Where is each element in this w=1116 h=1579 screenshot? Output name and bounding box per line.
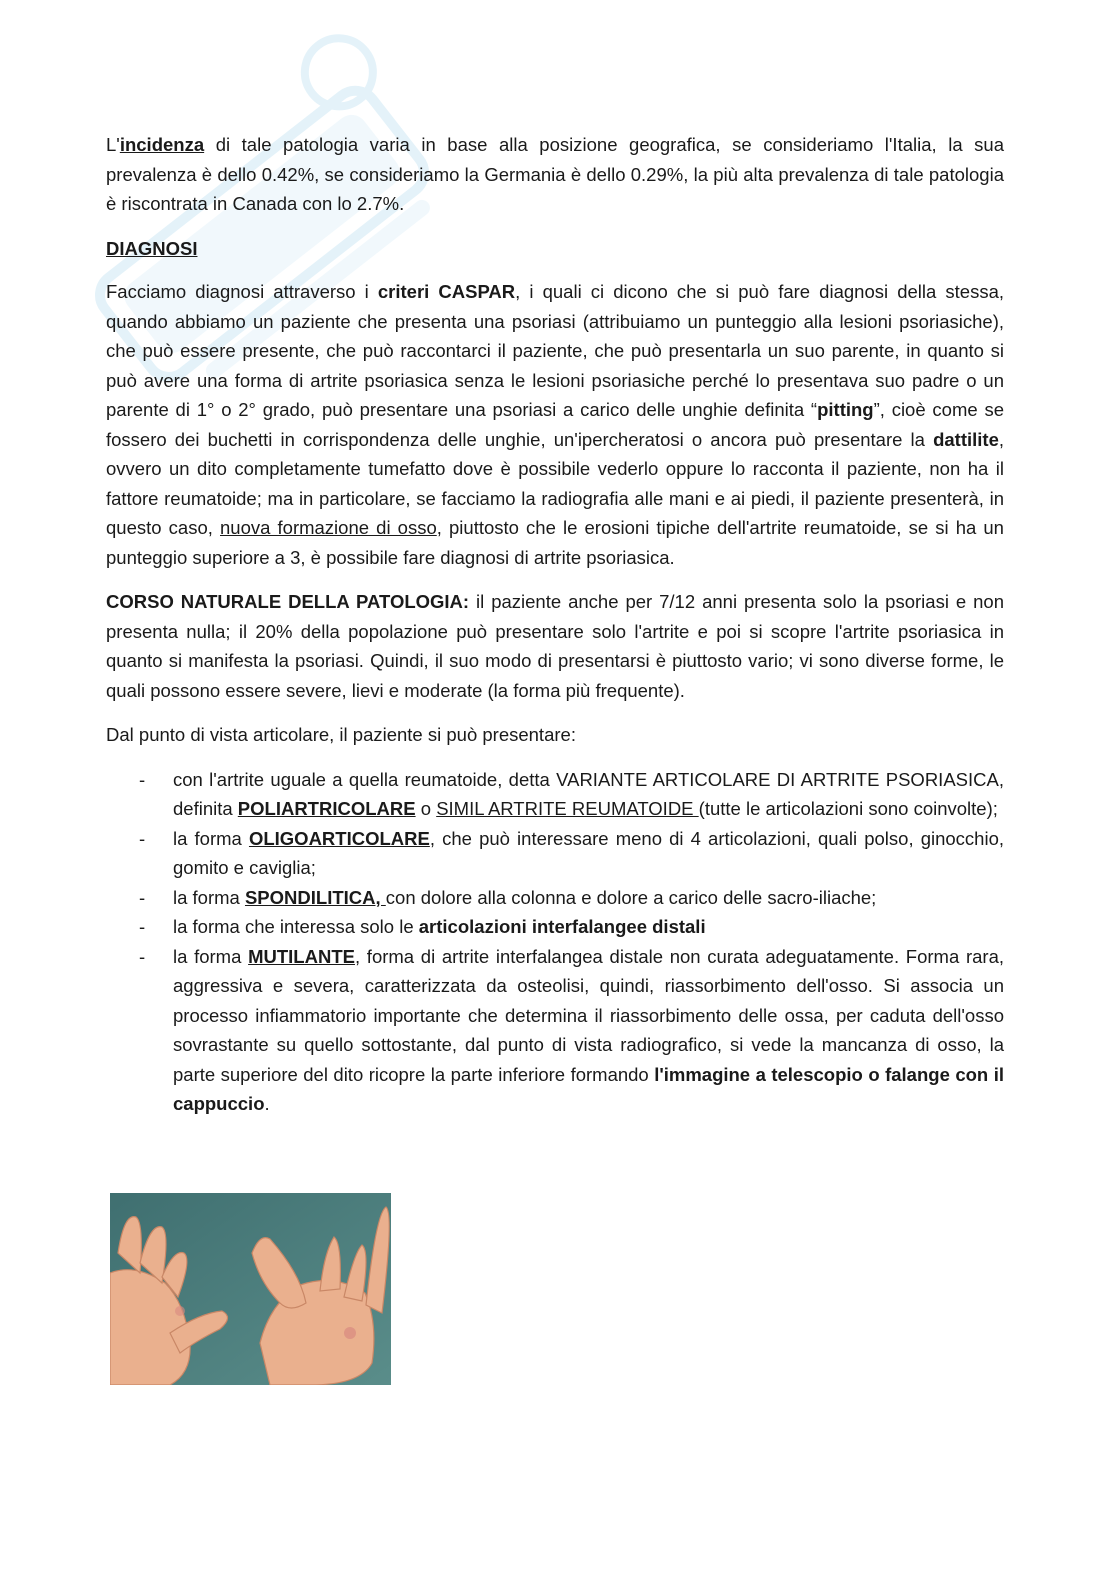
diagnosis-heading: DIAGNOSI bbox=[106, 237, 198, 259]
spondilitica-term: SPONDILITICA, bbox=[244, 886, 386, 908]
natural-course-paragraph: CORSO NATURALE DELLA PATOLOGIA: il paziente anche per 7/12 anni presenta solo la psoriasi e non presenta nulla; il 20% della popolazione può presentare solo l'artrite e poi si scopre l'artrite psoriasica in quanto si manifesta la psoriasi. Quindi, il suo modo di presentarsi è piuttosto vario; vi sono diverse forme, le quali possono essere severe, lievi e moderate (la forma più frequente). bbox=[106, 591, 1004, 701]
incidence-term: incidenza bbox=[119, 134, 205, 155]
incidence-paragraph: L'incidenza di tale patologia varia in base alla posizione geografica, se consideriamo l'Italia, la sua prevalenza è dello 0.42%, se consideriamo la Germania è dello 0.29%, la più alta prevalenza di tale patologia è riscontrata in Canada con lo 2.7%. bbox=[106, 134, 1004, 214]
telescope-image-term: l'immagine a telescopio o falange con il cappuccio bbox=[173, 1063, 1004, 1114]
joint-intro-paragraph: Dal punto di vista articolare, il paziente si può presentare: bbox=[106, 724, 576, 745]
list-dash: - bbox=[139, 916, 146, 937]
pitting-term: pitting bbox=[817, 399, 874, 420]
list-dash: - bbox=[139, 768, 146, 790]
list-item: - la forma che interessa solo le articolazioni interfalangee distali bbox=[106, 912, 1004, 942]
list-dash: - bbox=[139, 827, 146, 849]
diagnosis-paragraph: Facciamo diagnosi attraverso i criteri CASPAR, i quali ci dicono che si può fare diagnosi della stessa, quando abbiamo un paziente che presenta una psoriasi (attribuiamo un punteggio alla lesioni psoriasiche), che può essere presente, che può raccontarci il paziente, che può presentarla un suo parente, in quanto si può avere una forma di artrite psoriasica senza le lesioni psoriasiche perché lo presentava suo padre o un parente di 1° o 2° grado, può presentare una psoriasi a carico delle unghie definita “pitting”, cioè come se fossero dei buchetti in corrispondenza delle unghie, un'ipercheratosi o ancora può presentare la dattilite, ovvero un dito completamente tumefatto dove è possibile vederlo oppure lo racconta il paziente, non ha il fattore reumatoide; ma in particolare, se facciamo la radiografia alle mani e ai piedi, il paziente presenterà, in questo caso, nuova formazione di osso, piuttosto che le erosioni tipiche dell'artrite reumatoide, se si ha un punteggio superiore a 3, è possibile fare diagnosi di artrite psoriasica. bbox=[106, 281, 1004, 568]
document-page bbox=[106, 130, 1004, 1133]
interfalangee-distali-term: articolazioni interfalangee distali bbox=[418, 916, 706, 937]
dattilite-term: dattilite bbox=[933, 428, 999, 450]
natural-course-label: CORSO NATURALE DELLA PATOLOGIA: bbox=[106, 591, 470, 612]
poliarticolare-term: POLIARTRICOLARE bbox=[237, 798, 416, 819]
mutilante-term: MUTILANTE bbox=[248, 945, 355, 967]
simil-artrite-term: SIMIL ARTRITE REUMATOIDE bbox=[436, 798, 699, 819]
new-bone-formation-term: nuova formazione di osso bbox=[220, 517, 437, 538]
list-item: - la forma MUTILANTE, forma di artrite interfalangea distale non curata adeguatamente. Forma rara, aggressiva e severa, caratterizzata da osteolisi, quindi, riassorbimento dell'osso. Si associa un processo infiammatorio importante che determina il riassorbimento delle ossa, per caduta dell'osso sovrastante su quello sottostante, dal punto di vista radiografico, si vede la mancanza di osso, la parte superiore del dito ricopre la parte inferiore formando l'immagine a telescopio o falange con il cappuccio. bbox=[106, 942, 1004, 1119]
list-item: - la forma SPONDILITICA, con dolore alla colonna e dolore a carico delle sacro-iliache; bbox=[106, 883, 1004, 913]
arthritis-forms-list bbox=[106, 765, 1004, 1119]
list-item: - con l'artrite uguale a quella reumatoide, detta VARIANTE ARTICOLARE DI ARTRITE PSORIASICA, definita POLIARTRICOLARE o SIMIL ARTRITE REUMATOIDE (tutte le articolazioni sono coinvolte); bbox=[106, 765, 1004, 824]
oligoarticolare-term: OLIGOARTICOLARE bbox=[248, 827, 430, 849]
caspar-criteria-term: criteri CASPAR bbox=[377, 281, 516, 302]
list-dash: - bbox=[139, 886, 146, 908]
list-dash: - bbox=[139, 945, 146, 967]
mutilating-arthritis-hands-photo bbox=[110, 1193, 391, 1385]
hands-illustration bbox=[110, 1193, 391, 1385]
list-item: - la forma OLIGOARTICOLARE, che può interessare meno di 4 articolazioni, quali polso, ginocchio, gomito e caviglia; bbox=[106, 824, 1004, 883]
